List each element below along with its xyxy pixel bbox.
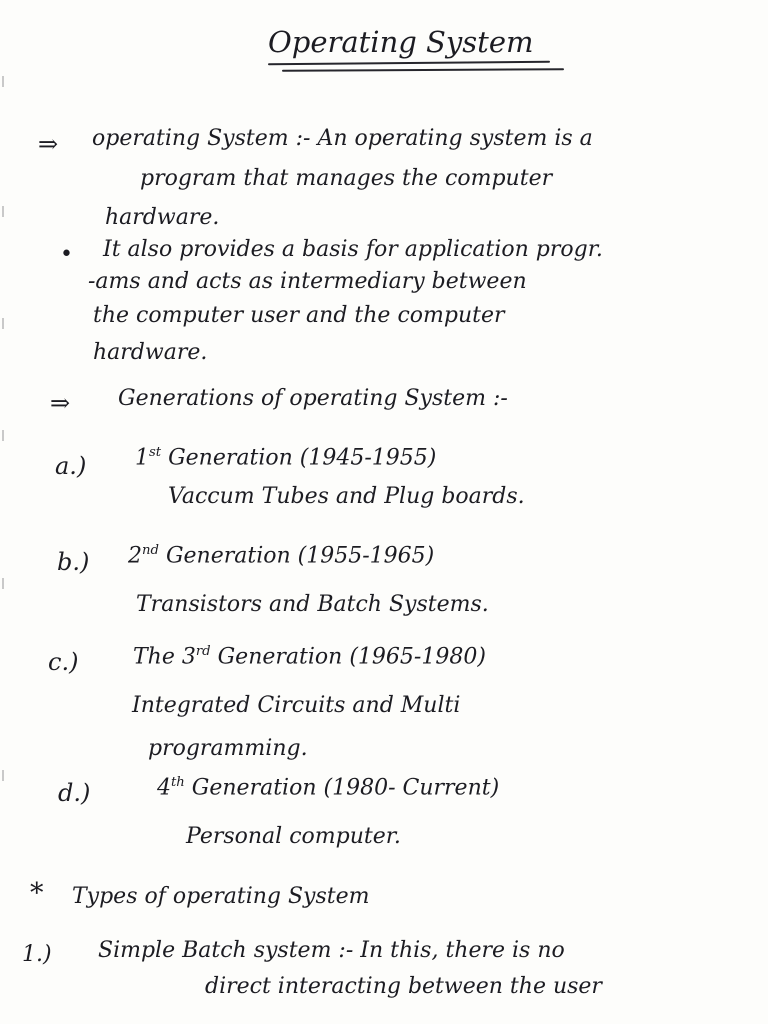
intro-arrow: ⇒ [38,130,59,158]
gen-a-marker: a.) [55,452,87,480]
intro-line-2: program that manages the computer [140,166,553,191]
bullet-line-4: hardware. [93,340,208,365]
type-1-line-1: Simple Batch system :- In this, there is no [98,938,565,963]
types-star: * [30,878,44,909]
margin-tick [2,770,4,781]
margin-tick [2,578,4,589]
bullet-line-3: the computer user and the computer [93,303,505,328]
type-1-line-2: direct interacting between the user [205,974,602,999]
generations-heading: Generations of operating System :- [118,386,508,411]
gen-a-title: 1st Generation (1945-1955) [135,445,437,471]
title-underline-1 [268,61,550,65]
gen-c-desc-2: programming. [148,736,308,761]
margin-tick [2,76,4,87]
gen-c-title: The 3rd Generation (1965-1980) [133,644,486,670]
gen-d-marker: d.) [58,779,91,807]
bullet-line-2: -ams and acts as intermediary between [88,269,527,294]
intro-line-1: operating System :- An operating system is a [92,126,593,151]
gen-d-desc: Personal computer. [186,824,401,849]
type-1-marker: 1.) [22,942,52,967]
gen-c-marker: c.) [48,648,79,676]
bullet-line-1: It also provides a basis for application progr. [103,237,603,262]
title-underline-2 [282,68,564,71]
gen-c-desc-1: Integrated Circuits and Multi [132,693,461,718]
types-heading: Types of operating System [72,884,370,909]
gen-b-desc: Transistors and Batch Systems. [136,592,489,617]
gen-b-title: 2nd Generation (1955-1965) [128,543,435,569]
page-title: Operating System [268,25,534,59]
intro-line-3: hardware. [105,205,220,230]
margin-tick [2,318,4,329]
generations-arrow: ⇒ [50,389,71,417]
margin-tick [2,430,4,441]
gen-d-title: 4th Generation (1980- Current) [157,775,500,801]
gen-a-desc: Vaccum Tubes and Plug boards. [168,484,525,509]
bullet-mark: • [60,242,73,267]
gen-b-marker: b.) [57,548,90,576]
margin-tick [2,206,4,217]
